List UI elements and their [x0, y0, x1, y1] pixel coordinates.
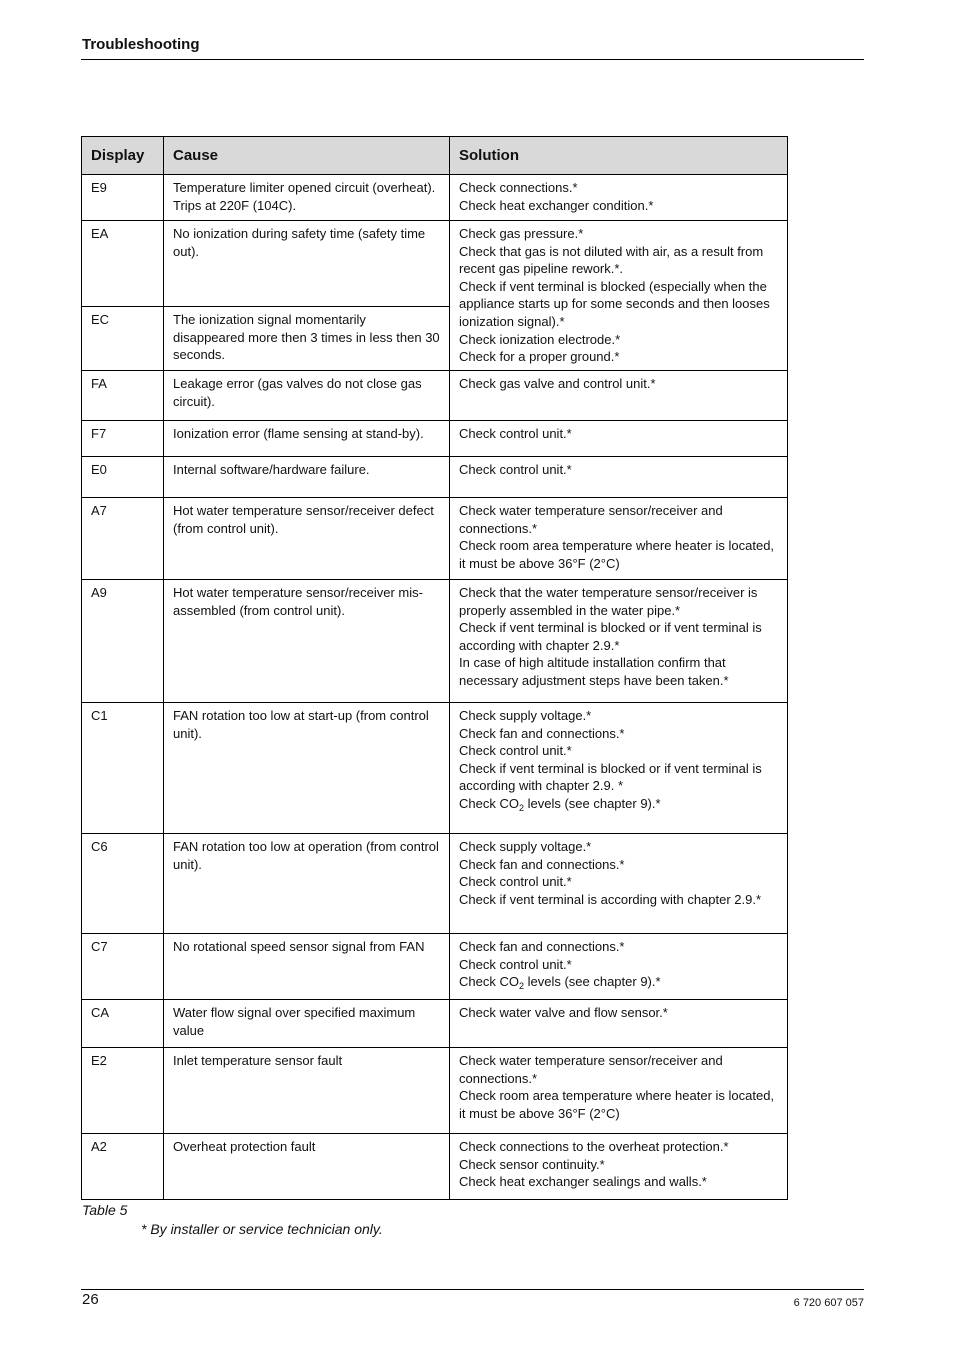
solution-line: Check supply voltage.* [459, 708, 592, 723]
cause-cell: Overheat protection fault [164, 1134, 450, 1200]
solution-cell [450, 1000, 788, 1048]
table-row [82, 221, 788, 307]
solution-line: Check if vent terminal is blocked or if vent terminal is according with chapter 2.9.* [459, 620, 762, 653]
table-row [82, 421, 788, 457]
solution-line: Check water temperature sensor/receiver and connections.* [459, 503, 723, 536]
page-title: Troubleshooting [82, 36, 200, 53]
display-code: EA [82, 221, 164, 307]
table-row [82, 703, 788, 834]
solution-cell [450, 580, 788, 703]
solution-cell [450, 421, 788, 457]
solution-line: Check that the water temperature sensor/receiver is properly assembled in the water pipe.* [459, 585, 758, 618]
cause-cell: No ionization during safety time (safety time out). [164, 221, 450, 307]
display-code: FA [82, 371, 164, 421]
display-code: E9 [82, 175, 164, 221]
footnote: * By installer or service technician only. [141, 1221, 383, 1237]
table-caption: Table 5 [82, 1202, 128, 1218]
solution-line: Check heat exchanger condition.* [459, 197, 654, 213]
solution-line: Check if vent terminal is according with chapter 2.9.* [459, 891, 762, 907]
solution-line: Check control unit.* [459, 874, 572, 890]
solution-line: Check for a proper ground.* [459, 349, 620, 365]
display-code: EC [82, 307, 164, 371]
cause-cell: FAN rotation too low at operation (from control unit). [164, 834, 450, 934]
header-divider [81, 59, 864, 60]
solution-cell [450, 498, 788, 580]
display-code: C6 [82, 834, 164, 934]
column-header-solution: Solution [450, 137, 788, 175]
solution-line: Check $CO_2$ levels (see chapter 9).* [459, 974, 661, 992]
display-code: C7 [82, 934, 164, 1000]
table-header-row [82, 137, 788, 175]
solution-line: Check connections to the overheat protection.* [459, 1139, 729, 1154]
troubleshooting-table [81, 136, 788, 1200]
solution-cell [450, 457, 788, 498]
column-header-cause: Cause [164, 137, 450, 175]
display-code: A9 [82, 580, 164, 703]
solution-cell [450, 1134, 788, 1200]
cause-cell: Leakage error (gas valves do not close gas circuit). [164, 371, 450, 421]
table-row [82, 1000, 788, 1048]
cause-cell: Temperature limiter opened circuit (overheat). Trips at 220F (104C). [164, 175, 450, 221]
solution-line: Check fan and connections.* [459, 856, 625, 872]
display-code: CA [82, 1000, 164, 1048]
display-code: A7 [82, 498, 164, 580]
display-code: A2 [82, 1134, 164, 1200]
solution-line: Check supply voltage.* [459, 839, 592, 854]
solution-cell [450, 371, 788, 421]
solution-cell [450, 834, 788, 934]
table-row [82, 580, 788, 703]
solution-line: Check connections.* [459, 180, 578, 195]
solution-line: Check $CO_2$ levels (see chapter 9).* [459, 795, 661, 813]
solution-cell [450, 934, 788, 1000]
solution-line: Check ionization electrode.* [459, 331, 621, 347]
table-row [82, 1134, 788, 1200]
table-row [82, 1048, 788, 1134]
solution-line: Check sensor continuity.* [459, 1156, 605, 1172]
solution-line: Check water temperature sensor/receiver and connections.* [459, 1053, 723, 1086]
solution-cell [450, 1048, 788, 1134]
cause-cell: Ionization error (flame sensing at stand-by). [164, 421, 450, 457]
solution-line: Check fan and connections.* [459, 725, 625, 741]
table-row [82, 834, 788, 934]
solution-line: Check if vent terminal is blocked or if vent terminal is according with chapter 2.9. * [459, 760, 762, 794]
solution-line: Check gas valve and control unit.* [459, 376, 656, 391]
solution-line: Check fan and connections.* [459, 939, 625, 954]
solution-line: Check water valve and flow sensor.* [459, 1005, 668, 1020]
table-row [82, 457, 788, 498]
cause-cell: Hot water temperature sensor/receiver mis-assembled (from control unit). [164, 580, 450, 703]
page-number: 26 [82, 1291, 99, 1308]
cause-cell: No rotational speed sensor signal from FAN [164, 934, 450, 1000]
display-code: E2 [82, 1048, 164, 1134]
display-code: E0 [82, 457, 164, 498]
solution-line: Check room area temperature where heater is located, it must be above 36°F (2°C) [459, 1088, 775, 1121]
cause-cell: The ionization signal momentarily disappeared more then 3 times in less then 30 seconds. [164, 307, 450, 371]
display-code: F7 [82, 421, 164, 457]
table-row [82, 934, 788, 1000]
solution-line: Check control unit.* [459, 426, 572, 441]
cause-cell: Hot water temperature sensor/receiver defect (from control unit). [164, 498, 450, 580]
table-row [82, 498, 788, 580]
solution-line: Check heat exchanger sealings and walls.* [459, 1174, 707, 1190]
table-row [82, 371, 788, 421]
cause-cell: Inlet temperature sensor fault [164, 1048, 450, 1134]
solution-line: Check control unit.* [459, 743, 572, 759]
cause-cell: FAN rotation too low at start-up (from control unit). [164, 703, 450, 834]
cause-cell: Water flow signal over specified maximum value [164, 1000, 450, 1048]
solution-cell [450, 221, 788, 371]
solution-line: Check room area temperature where heater is located, it must be above 36°F (2°C) [459, 538, 775, 571]
display-code: C1 [82, 703, 164, 834]
solution-line: Check that gas is not diluted with air, as a result from recent gas pipeline rework.*. [459, 243, 764, 277]
solution-line: Check gas pressure.* [459, 226, 584, 241]
solution-line: Check control unit.* [459, 956, 572, 972]
solution-line: Check control unit.* [459, 462, 572, 477]
table-row [82, 175, 788, 221]
solution-cell [450, 175, 788, 221]
solution-line: Check if vent terminal is blocked (especially when the appliance starts up for some seconds and then looses ionization signal).* [459, 278, 770, 329]
solution-line: In case of high altitude installation confirm that necessary adjustment steps have been taken.* [459, 655, 729, 688]
cause-cell: Internal software/hardware failure. [164, 457, 450, 498]
column-header-display: Display [82, 137, 164, 175]
document-number: 6 720 607 057 [793, 1297, 864, 1309]
solution-cell [450, 703, 788, 834]
footer-divider [81, 1289, 864, 1290]
